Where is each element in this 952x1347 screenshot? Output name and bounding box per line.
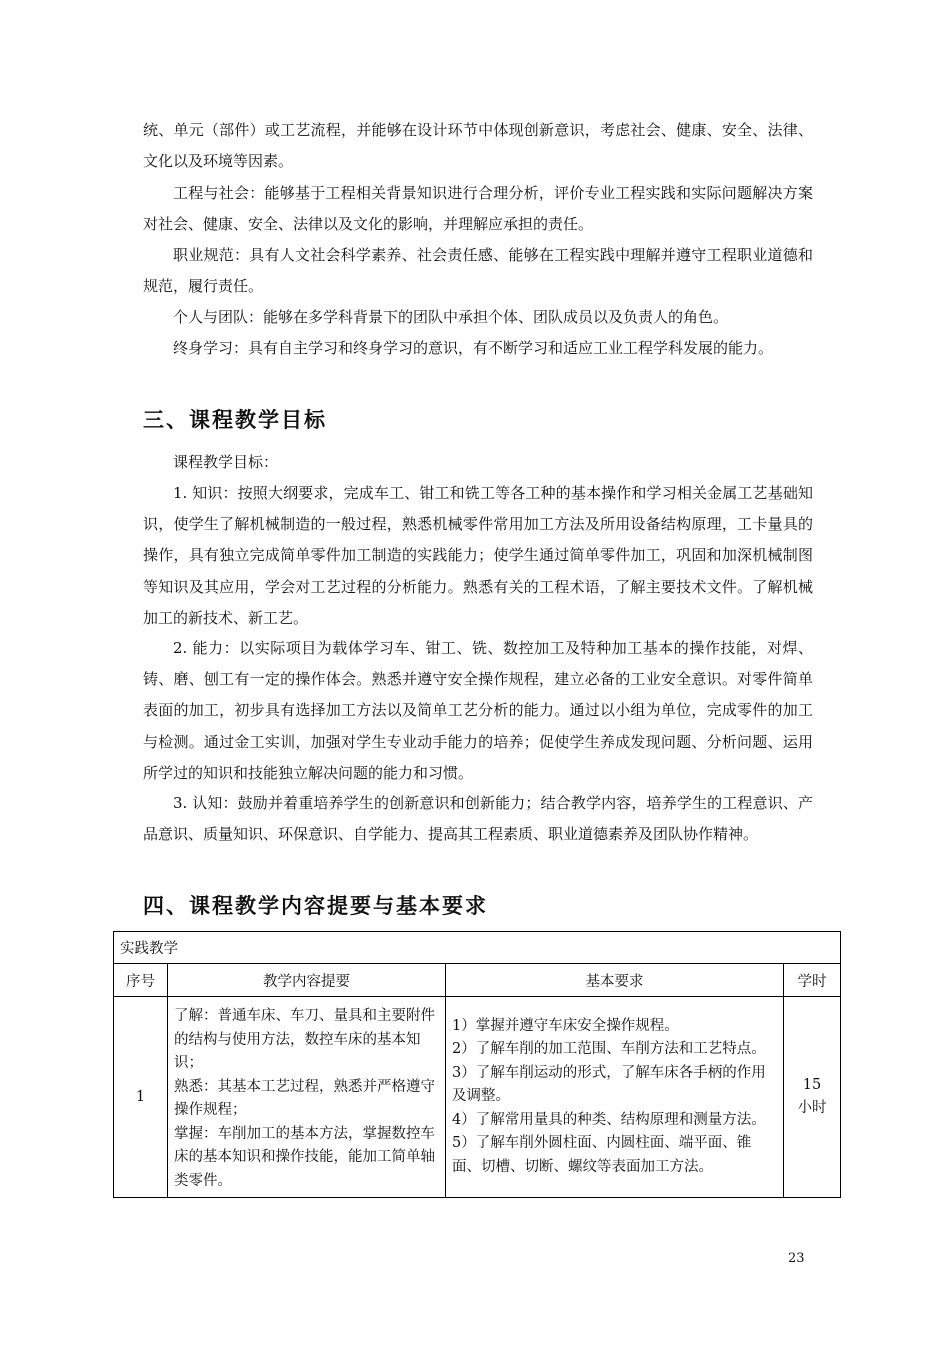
page-number: 23 xyxy=(788,1251,805,1266)
header-hours: 学时 xyxy=(784,964,841,997)
practice-teaching-table xyxy=(113,931,841,1198)
objective-knowledge: 1. 知识：按照大纲要求，完成车工、钳工和铣工等各工种的基本操作和学习相关金属工艺基础知识，使学生了解机械制造的一般过程，熟悉机械零件常用加工方法及所用设备结构原理，工卡量具的操作，具有独立完成简单零件加工制造的实践能力；使学生通过简单零件加工，巩固和加深机械制图等知识及其应用，学会对工艺过程的分析能力。熟悉有关的工程术语，了解主要技术文件。了解机械加工的新技术、新工艺。 xyxy=(143,484,813,627)
section-4-heading: 四、课程教学内容提要与基本要求 xyxy=(143,894,488,918)
table-caption: 实践教学 xyxy=(114,932,841,964)
row-hours xyxy=(784,997,841,1198)
row-requirements xyxy=(446,997,784,1198)
row-number: 1 xyxy=(114,997,168,1198)
row-content xyxy=(168,997,446,1198)
paragraph-engineering-society: 工程与社会：能够基于工程相关背景知识进行合理分析，评价专业工程实践和实际问题解决方案对社会、健康、安全、法律以及文化的影响，并理解应承担的责任。 xyxy=(143,184,813,234)
paragraph-lifelong-learning: 终身学习：具有自主学习和终身学习的意识，有不断学习和适应工业工程学科发展的能力。 xyxy=(173,339,774,357)
paragraph-individual-team: 个人与团队：能够在多学科背景下的团队中承担个体、团队成员以及负责人的角色。 xyxy=(173,308,729,326)
objective-ability: 2. 能力：以实际项目为载体学习车、钳工、铣、数控加工及特种加工基本的操作技能，对焊、铸、磨、刨工有一定的操作体会。熟悉并遵守安全操作规程，建立必备的工业安全意识。对零件简单表面的加工，初步具有选择加工方法以及简单工艺分析的能力。通过以小组为单位，完成零件的加工与检测。通过金工实训，加强对学生专业动手能力的培养；促使学生养成发现问题、分析问题、运用所学过的知识和技能独立解决问题的能力和习惯。 xyxy=(143,639,813,782)
table-header-row xyxy=(114,964,841,997)
header-number: 序号 xyxy=(114,964,168,997)
requirement-item: 2）了解车削的加工范围、车削方法和工艺特点。 xyxy=(452,1041,766,1058)
objective-cognition: 3. 认知：鼓励并着重培养学生的创新意识和创新能力；结合教学内容，培养学生的工程意识、产品意识、质量知识、环保意识、自学能力、提高其工程素质、职业道德素养及团队协作精神。 xyxy=(143,794,813,844)
content-master: 掌握：车削加工的基本方法，掌握数控车床的基本知识和操作技能，能加工简单轴类零件。 xyxy=(174,1125,435,1189)
table-row xyxy=(114,997,841,1198)
requirement-item: 5）了解车削外圆柱面、内圆柱面、端平面、锥面、切槽、切断、螺纹等表面加工方法。 xyxy=(452,1135,752,1175)
hours-unit: 小时 xyxy=(797,1100,827,1116)
requirement-item: 1）掌握并遵守车床安全操作规程。 xyxy=(452,1017,679,1034)
hours-value: 15 xyxy=(802,1077,822,1093)
paragraph-design-continued: 统、单元（部件）或工艺流程，并能够在设计环节中体现创新意识，考虑社会、健康、安全、法律、文化以及环境等因素。 xyxy=(143,121,813,171)
header-content: 教学内容提要 xyxy=(168,964,446,997)
section-3-intro: 课程教学目标： xyxy=(173,453,279,471)
content-familiar: 熟悉：其基本工艺过程，熟悉并严格遵守操作规程； xyxy=(174,1078,435,1118)
header-requirements: 基本要求 xyxy=(446,964,784,997)
paragraph-professional-norms: 职业规范：具有人文社会科学素养、社会责任感、能够在工程实践中理解并遵守工程职业道德和规范，履行责任。 xyxy=(143,246,813,296)
section-3-heading: 三、课程教学目标 xyxy=(143,408,327,432)
requirement-item: 4）了解常用量具的种类、结构原理和测量方法。 xyxy=(452,1111,766,1128)
content-understand: 了解：普通车床、车刀、量具和主要附件的结构与使用方法，数控车床的基本知识； xyxy=(174,1008,435,1071)
requirement-item: 3）了解车削运动的形式，了解车床各手柄的作用及调整。 xyxy=(452,1064,766,1105)
